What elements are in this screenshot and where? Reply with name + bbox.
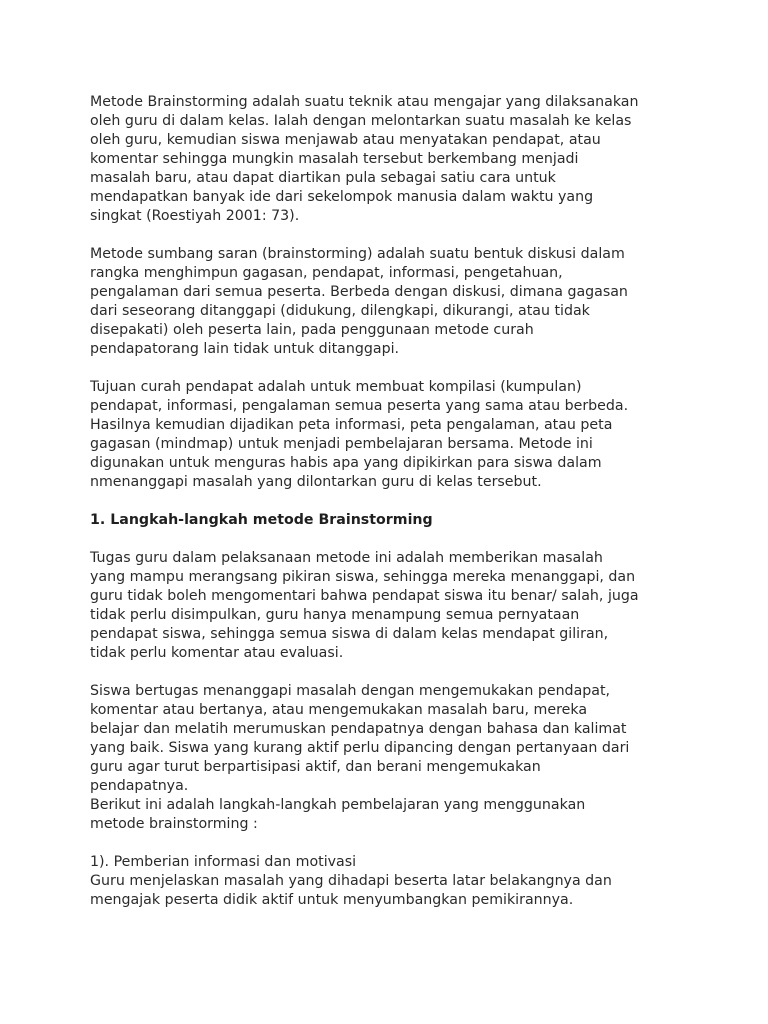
paragraph-gap [90,834,690,853]
section-heading: 1. Langkah-langkah metode Brainstorming [90,512,433,528]
paragraph-gap [90,492,690,511]
paragraph-gap [90,530,690,549]
paragraph-gap [90,359,690,378]
paragraph-langkah-1: 1). Pemberian informasi dan motivasi Guru menjelaskan masalah yang dihadapi beserta latar belakangnya dan mengajak peserta didik aktif untuk menyumbangkan pemikirannya. [90,854,612,908]
paragraph-siswa: Siswa bertugas menanggapi masalah dengan mengemukakan pendapat, komentar atau bertanya, atau mengemukakan masalah baru, mereka belajar dan melatih merumuskan pendapatnya dengan bahasa dan kalimat yang baik. Siswa yang kurang aktif perlu dipancing dengan pertanyaan dari guru agar turut berpartisipasi aktif, dan berani mengemukakan pendapatnya. Berikut ini adalah langkah-langkah pembelajaran yang menggunakan metode brainstorming : [90,683,630,832]
paragraph-definition: Metode Brainstorming adalah suatu teknik atau mengajar yang dilaksanakan oleh guru di dalam kelas. Ialah dengan melontarkan suatu masalah ke kelas oleh guru, kemudian siswa menjawab atau menyatakan pendapat, atau komentar sehingga mungkin masalah tersebut berkembang menjadi masalah baru, atau dapat diartikan pula sebagai satiu cara untuk mendapatkan banyak ide dari sekelompok manusia dalam waktu yang singkat (Roestiyah 2001: 73). [90,94,639,224]
paragraph-tugas-guru: Tugas guru dalam pelaksanaan metode ini adalah memberikan masalah yang mampu merangsang pikiran siswa, sehingga mereka menanggapi, dan guru tidak boleh mengomentari bahwa pendapat siswa itu benar/ salah, juga tidak perlu disimpulkan, guru hanya menampung semua pernyataan pendapat siswa, sehingga semua siswa di dalam kelas mendapat giliran, tidak perlu komentar atau evaluasi. [90,550,639,661]
document-page [90,93,690,910]
paragraph-tujuan: Tujuan curah pendapat adalah untuk membuat kompilasi (kumpulan) pendapat, informasi, pengalaman semua peserta yang sama atau berbeda. Hasilnya kemudian dijadikan peta informasi, peta pengalaman, atau peta gagasan (mindmap) untuk menjadi pembelajaran bersama. Metode ini digunakan untuk menguras habis apa yang dipikirkan para siswa dalam nmenanggapi masalah yang dilontarkan guru di kelas tersebut. [90,379,629,490]
paragraph-sumbang-saran: Metode sumbang saran (brainstorming) adalah suatu bentuk diskusi dalam rangka menghimpun gagasan, pendapat, informasi, pengetahuan, pengalaman dari semua peserta. Berbeda dengan diskusi, dimana gagasan dari seseorang ditanggapi (didukung, dilengkapi, dikurangi, atau tidak disepakati) oleh peserta lain, pada penggunaan metode curah pendapatorang lain tidak untuk ditanggapi. [90,246,628,357]
paragraph-gap [90,226,690,245]
paragraph-gap [90,663,690,682]
